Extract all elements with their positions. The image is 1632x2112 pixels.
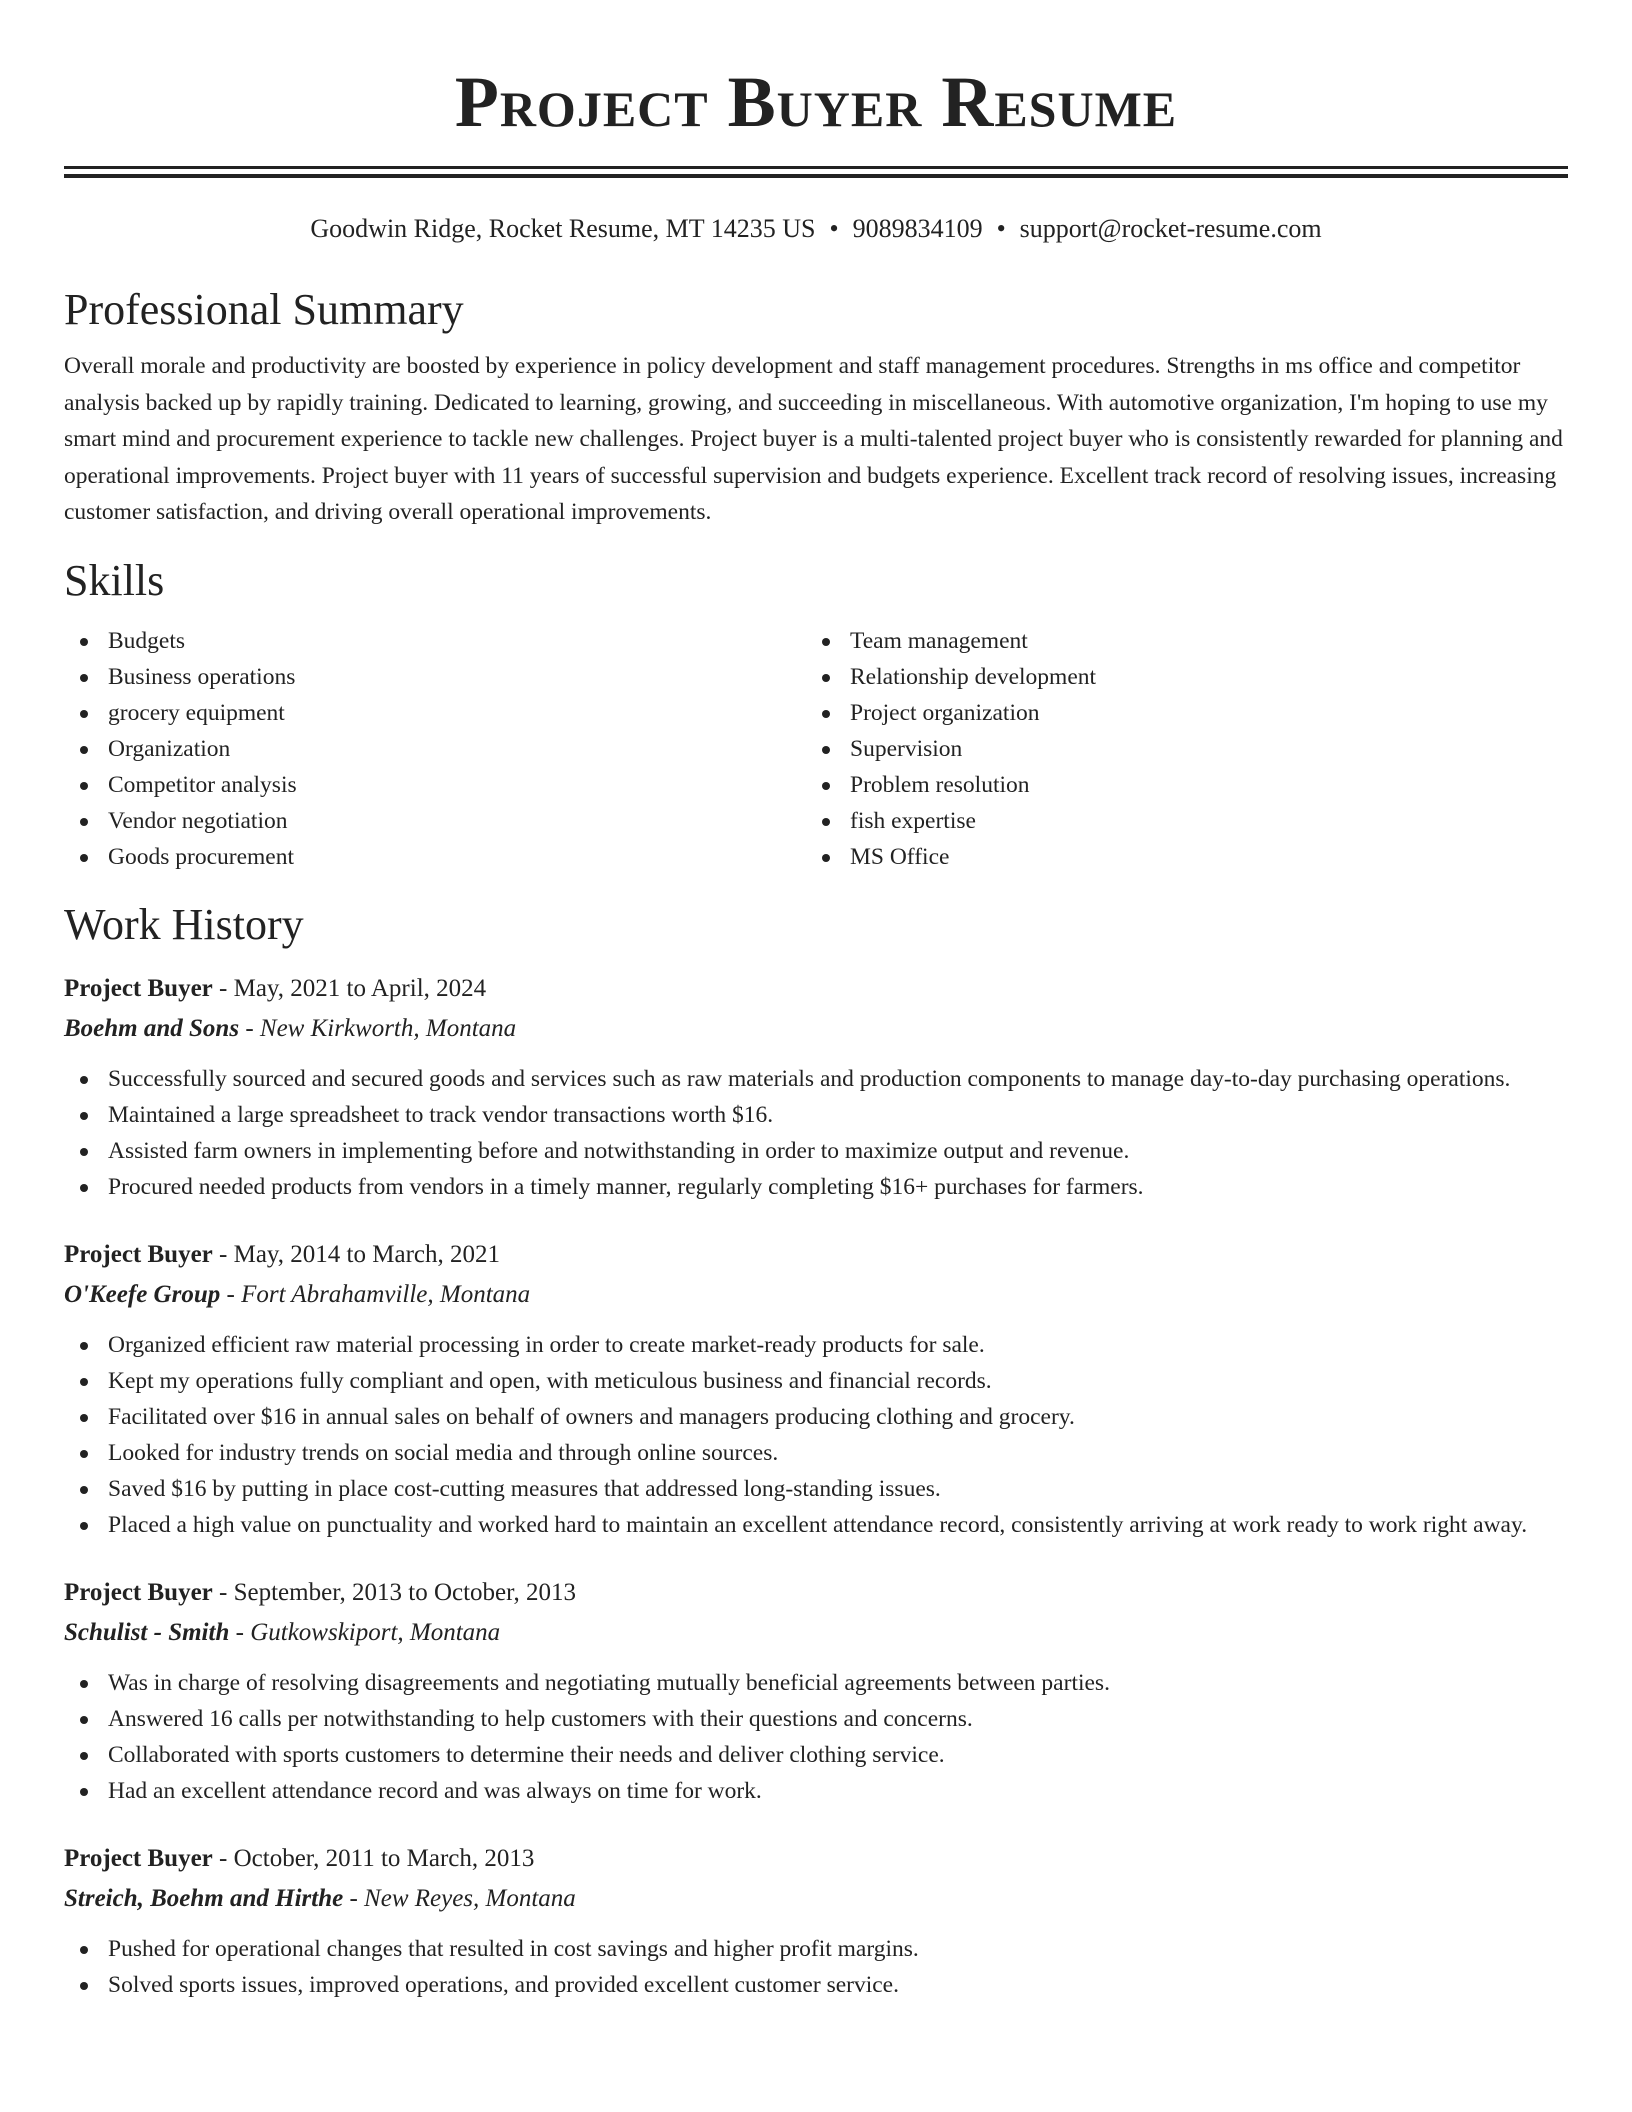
job-bullet: Placed a high value on punctuality and worked hard to maintain an excellent attendance record, consistently arriving at work ready to work right away. xyxy=(64,1507,1568,1543)
job-company-line: Streich, Boehm and Hirthe - New Reyes, Montana xyxy=(64,1884,576,1912)
job-bullet: Maintained a large spreadsheet to track vendor transactions worth $16. xyxy=(64,1097,1568,1133)
skill-item: Problem resolution xyxy=(806,767,1548,803)
job-bullet: Saved $16 by putting in place cost-cutting measures that addressed long-standing issues. xyxy=(64,1471,1568,1507)
skill-item: Project organization xyxy=(806,695,1548,731)
skills-heading: Skills xyxy=(64,555,165,605)
job-bullet: Successfully sourced and secured goods and services such as raw materials and production components to manage day-to-day purchasing operations. xyxy=(64,1061,1568,1097)
contact-phone: 9089834109 xyxy=(852,214,983,243)
skill-item: grocery equipment xyxy=(64,695,806,731)
skill-item: fish expertise xyxy=(806,803,1548,839)
contact-separator: • xyxy=(996,214,1006,243)
job-bullet-list xyxy=(64,1665,1568,1809)
skills-grid xyxy=(64,623,1568,875)
job-company-line: O'Keefe Group - Fort Abrahamville, Montana xyxy=(64,1280,531,1308)
contact-separator: • xyxy=(829,214,839,243)
job-bullet: Was in charge of resolving disagreements and negotiating mutually beneficial agreements between parties. xyxy=(64,1665,1568,1701)
contact-line xyxy=(64,212,1568,246)
job-entry xyxy=(64,1235,1568,1543)
job-location: New Kirkworth, Montana xyxy=(259,1014,517,1042)
job-bullet: Had an excellent attendance record and was always on time for work. xyxy=(64,1773,1568,1809)
job-bullet: Facilitated over $16 in annual sales on behalf of owners and managers producing clothing and grocery. xyxy=(64,1399,1568,1435)
job-bullet: Organized efficient raw material processing in order to create market-ready products for sale. xyxy=(64,1327,1568,1363)
page-title: Project Buyer Resume xyxy=(454,62,1178,142)
job-dates: May, 2021 to April, 2024 xyxy=(233,974,487,1002)
skills-list-left xyxy=(64,623,806,875)
summary-heading: Professional Summary xyxy=(64,285,464,334)
job-header: Project Buyer - September, 2013 to October, 2013 xyxy=(64,1578,576,1606)
job-bullet: Collaborated with sports customers to determine their needs and deliver clothing service. xyxy=(64,1737,1568,1773)
job-entry xyxy=(64,1839,1568,2003)
job-bullet: Assisted farm owners in implementing before and notwithstanding in order to maximize output and revenue. xyxy=(64,1133,1568,1169)
job-dates: May, 2014 to March, 2021 xyxy=(233,1240,501,1268)
skill-item: Organization xyxy=(64,731,806,767)
job-bullet: Procured needed products from vendors in a timely manner, regularly completing $16+ purchases for farmers. xyxy=(64,1169,1568,1205)
job-company: Streich, Boehm and Hirthe xyxy=(64,1884,344,1912)
resume-page xyxy=(64,0,1568,2003)
summary-text: Overall morale and productivity are boosted by experience in policy development and staff management procedures. Strengths in ms office and competitor analysis backed up by rapidly training. Dedicated to learning, growing, and succeeding in miscellaneous. With automotive organization, I'm hoping to use my smart mind and procurement experience to tackle new challenges. Project buyer is a multi-talented project buyer who is consistently rewarded for planning and operational improvements. Project buyer with 11 years of successful supervision and budgets experience. Excellent track record of resolving issues, increasing customer satisfaction, and driving overall operational improvements. xyxy=(64,353,1563,525)
job-bullet-list xyxy=(64,1327,1568,1543)
job-company-line: Boehm and Sons - New Kirkworth, Montana xyxy=(64,1014,517,1042)
job-company: Boehm and Sons xyxy=(64,1014,240,1042)
job-bullet: Solved sports issues, improved operations, and provided excellent customer service. xyxy=(64,1967,1568,2003)
title-divider-bottom xyxy=(64,174,1568,178)
job-company: O'Keefe Group xyxy=(64,1280,221,1308)
skill-item: Goods procurement xyxy=(64,839,806,875)
job-bullet: Pushed for operational changes that resulted in cost savings and higher profit margins. xyxy=(64,1931,1568,1967)
job-title: Project Buyer xyxy=(64,1844,213,1872)
job-location: New Reyes, Montana xyxy=(364,1884,576,1912)
job-title: Project Buyer xyxy=(64,1240,213,1268)
skill-item: MS Office xyxy=(806,839,1548,875)
work-history-heading: Work History xyxy=(64,899,304,949)
skill-item: Team management xyxy=(806,623,1548,659)
job-company: Schulist - Smith xyxy=(64,1618,230,1646)
job-bullet: Looked for industry trends on social media and through online sources. xyxy=(64,1435,1568,1471)
job-title: Project Buyer xyxy=(64,1578,213,1606)
job-bullet: Answered 16 calls per notwithstanding to help customers with their questions and concerns. xyxy=(64,1701,1568,1737)
skill-item: Budgets xyxy=(64,623,806,659)
job-header: Project Buyer - May, 2014 to March, 2021 xyxy=(64,1240,501,1268)
job-title: Project Buyer xyxy=(64,974,213,1002)
job-entry xyxy=(64,969,1568,1205)
skills-list-right xyxy=(806,623,1548,875)
job-location: Gutkowskiport, Montana xyxy=(250,1618,501,1646)
job-header: Project Buyer - October, 2011 to March, 2013 xyxy=(64,1844,535,1872)
skill-item: Supervision xyxy=(806,731,1548,767)
job-dates: October, 2011 to March, 2013 xyxy=(233,1844,535,1872)
job-location: Fort Abrahamville, Montana xyxy=(241,1280,531,1308)
contact-email: support@rocket-resume.com xyxy=(1019,214,1322,243)
work-history-list xyxy=(64,969,1568,2003)
job-bullet-list xyxy=(64,1931,1568,2003)
job-company-line: Schulist - Smith - Gutkowskiport, Montana xyxy=(64,1618,501,1646)
contact-address: Goodwin Ridge, Rocket Resume, MT 14235 US xyxy=(310,214,816,243)
job-header: Project Buyer - May, 2021 to April, 2024 xyxy=(64,974,487,1002)
skill-item: Relationship development xyxy=(806,659,1548,695)
title-divider-top xyxy=(64,166,1568,169)
job-bullet-list xyxy=(64,1061,1568,1205)
job-bullet: Kept my operations fully compliant and open, with meticulous business and financial records. xyxy=(64,1363,1568,1399)
job-dates: September, 2013 to October, 2013 xyxy=(233,1578,576,1606)
job-entry xyxy=(64,1573,1568,1809)
skill-item: Competitor analysis xyxy=(64,767,806,803)
skill-item: Vendor negotiation xyxy=(64,803,806,839)
skill-item: Business operations xyxy=(64,659,806,695)
